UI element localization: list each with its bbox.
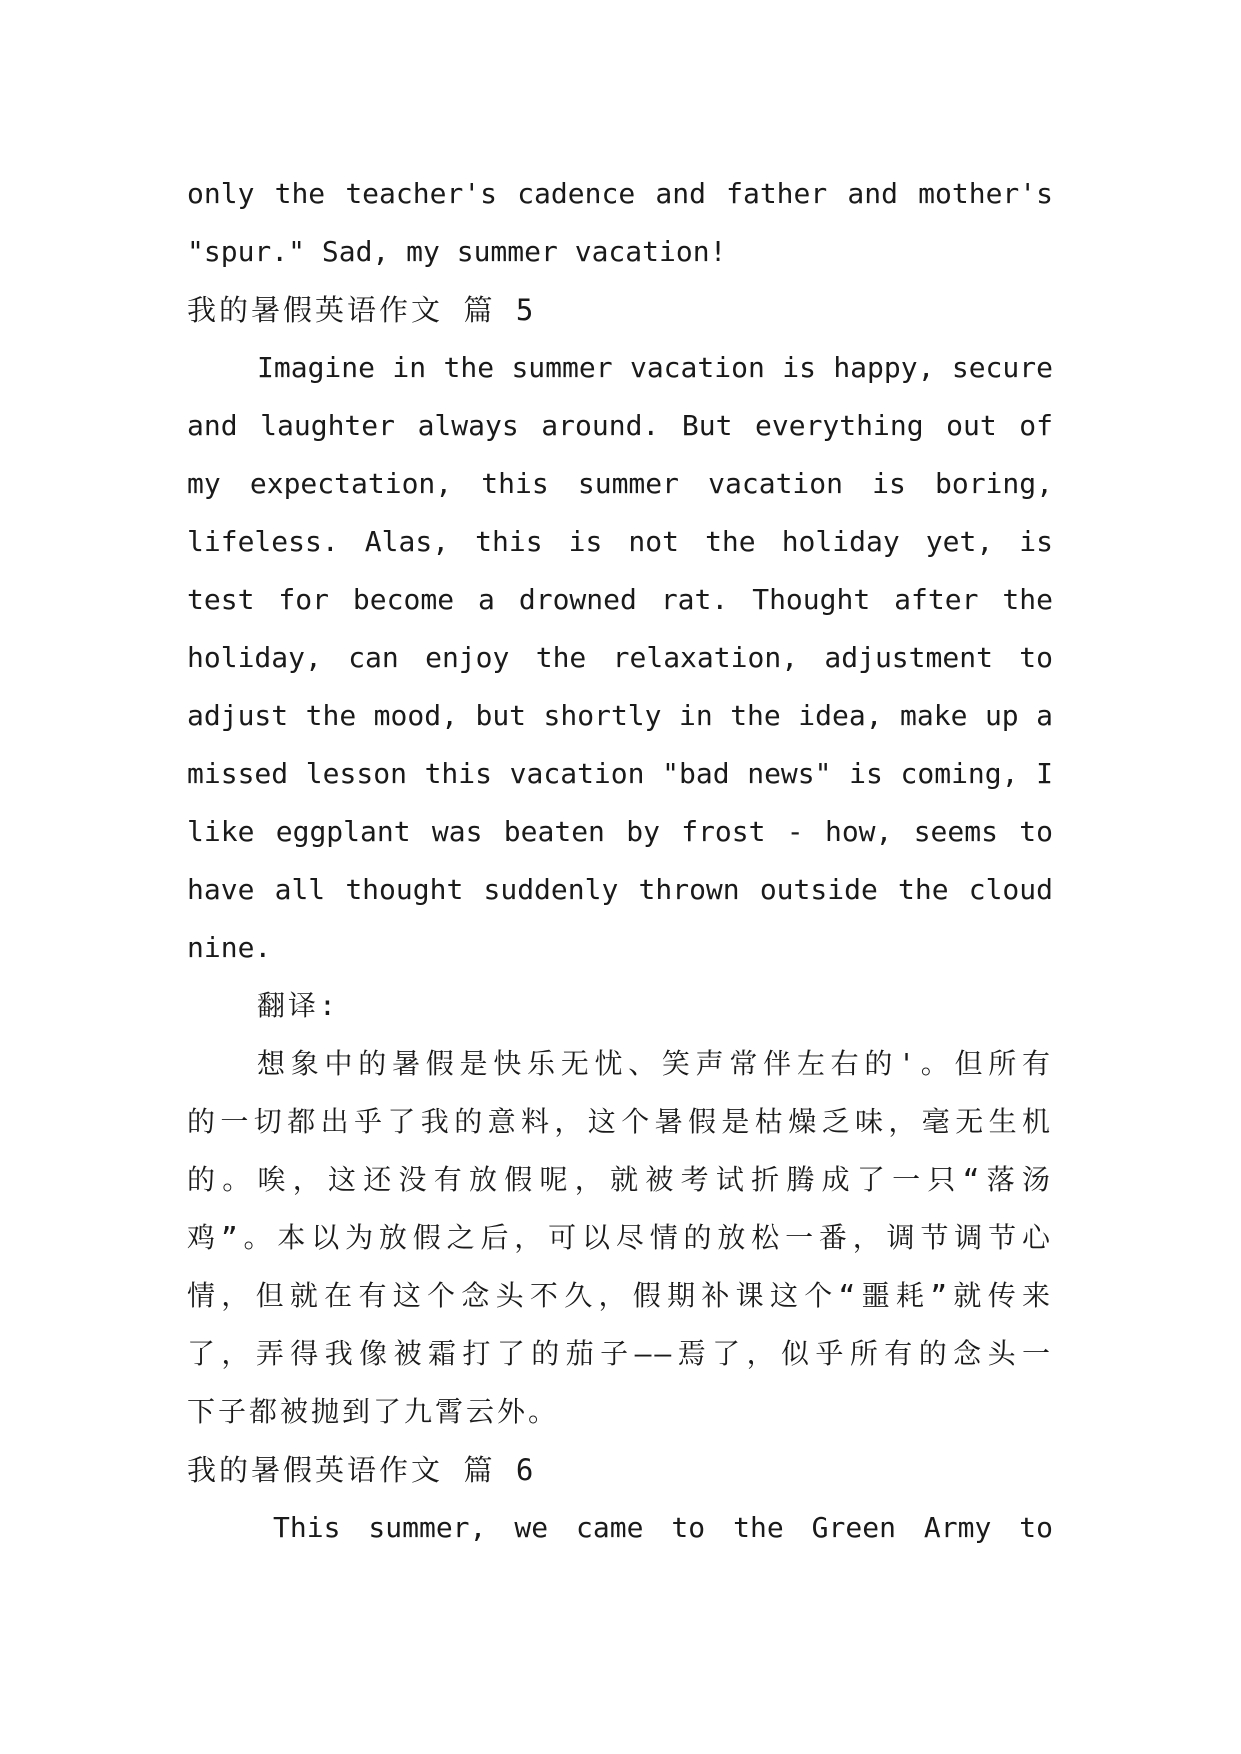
text-line: 的。唉，这还没有放假呢，就被考试折腾成了一只“落汤: [187, 1163, 1053, 1196]
text-line: 的一切都出乎了我的意料，这个暑假是枯燥乏味，毫无生机: [187, 1105, 1053, 1138]
text-line: "spur." Sad, my summer vacation!: [187, 235, 727, 268]
text-line: only the teacher's cadence and father and mother's: [187, 177, 1053, 210]
text-line: nine.: [187, 931, 272, 964]
text-line: lifeless. Alas, this is not the holiday yet, is: [187, 525, 1053, 558]
text-line: have all thought suddenly thrown outside the cloud: [187, 873, 1053, 906]
text-line: and laughter always around. But everything out of: [187, 409, 1053, 442]
text-line: 了，弄得我像被霜打了的茄子——焉了，似乎所有的念头一: [187, 1337, 1053, 1370]
text-line: 情，但就在有这个念头不久，假期补课这个“噩耗”就传来: [187, 1279, 1053, 1312]
essay-5-heading: 我的暑假英语作文 篇 5: [187, 293, 537, 327]
text-line: 鸡”。本以为放假之后，可以尽情的放松一番，调节调节心: [187, 1221, 1053, 1254]
translation-label: 翻译:: [257, 989, 339, 1022]
text-line: This summer, we came to the Green Army to: [273, 1511, 1053, 1544]
text-line: Imagine in the summer vacation is happy, secure: [257, 351, 1053, 384]
text-line: adjust the mood, but shortly in the idea, make up a: [187, 699, 1053, 732]
text-line: test for become a drowned rat. Thought after the: [187, 583, 1053, 616]
essay-5-english-paragraph: [187, 339, 1053, 977]
document-page: [187, 165, 1053, 1557]
text-line: 下子都被抛到了九霄云外。: [187, 1395, 560, 1428]
previous-essay-fragment: [187, 165, 1053, 281]
text-line: like eggplant was beaten by frost - how, seems to: [187, 815, 1053, 848]
text-line: holiday, can enjoy the relaxation, adjustment to: [187, 641, 1053, 674]
text-line: my expectation, this summer vacation is boring,: [187, 467, 1053, 500]
text-line: missed lesson this vacation "bad news" is coming, I: [187, 757, 1053, 790]
text-line: 想象中的暑假是快乐无忧、笑声常伴左右的'。但所有: [257, 1047, 1053, 1080]
essay-5-chinese-paragraph: [187, 1035, 1053, 1441]
essay-6-english-paragraph: [187, 1499, 1053, 1557]
essay-6-heading: 我的暑假英语作文 篇 6: [187, 1453, 537, 1487]
